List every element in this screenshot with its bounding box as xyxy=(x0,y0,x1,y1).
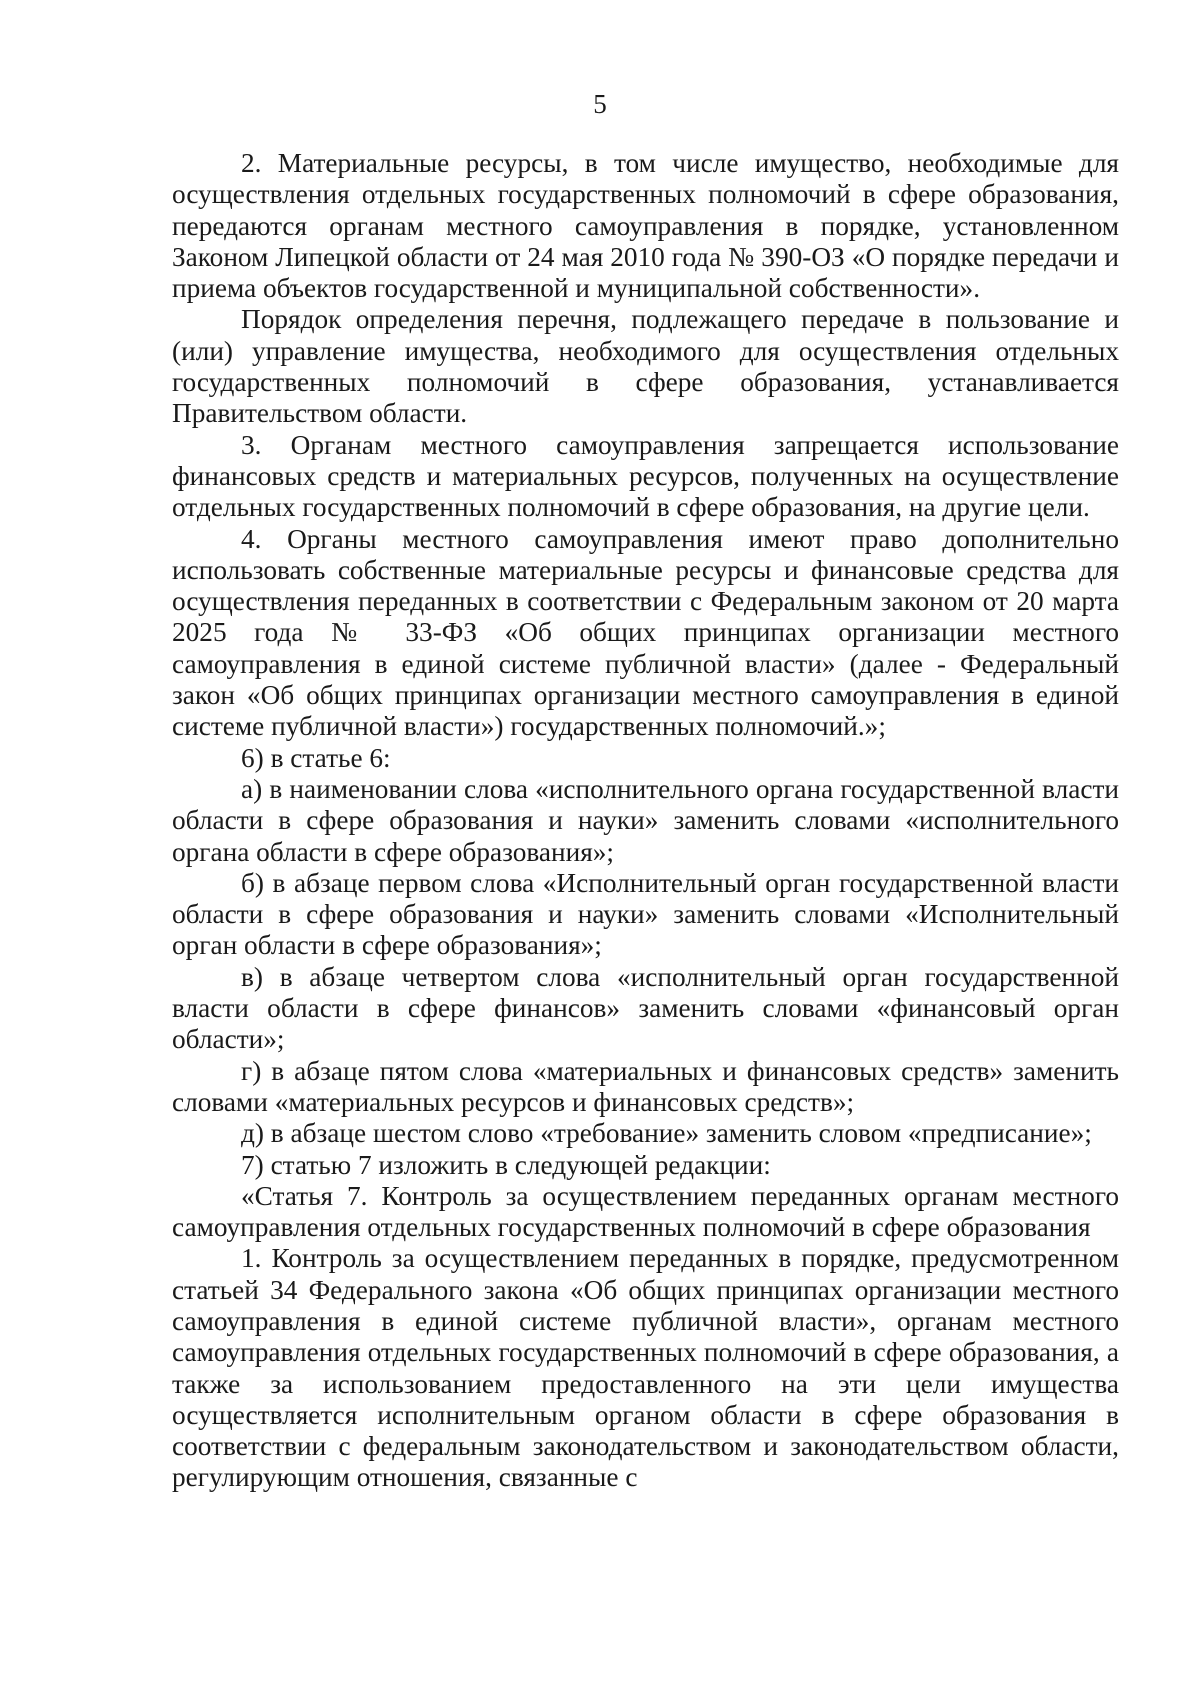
paragraph: 6) в статье 6: xyxy=(241,742,391,773)
paragraph: 2. Материальные ресурсы, в том числе имущество, необходимые для осуществления отдельных государственных полномочий в сфере образования, передаются органам местного самоуправления в порядке, установленном Законом Липецкой области от 24 мая 2010 года № 390-ОЗ «О порядке передачи и приема объектов государственной и муниципальной собственности». xyxy=(172,148,1119,304)
paragraph: 1. Контроль за осуществлением переданных в порядке, предусмотренном статьей 34 Федерального закона «Об общих принципах организации местного самоуправления в единой системе публичной власти», органам местного самоуправления отдельных государственных полномочий в сфере образования, а также за использованием предоставленного на эти цели имущества осуществляется исполнительным органом области в сфере образования в соответствии с федеральным законодательством и законодательством области, регулирующим отношения, связанные с xyxy=(172,1243,1119,1493)
paragraph: б) в абзаце первом слова «Исполнительный орган государственной власти области в сфере образования и науки» заменить словами «Исполнительный орган области в сфере образования»; xyxy=(172,867,1119,961)
document-body xyxy=(172,148,1119,1494)
paragraph: 4. Органы местного самоуправления имеют право дополнительно использовать собственные материальные ресурсы и финансовые средства для осуществления переданных в соответствии с Федеральным законом от 20 марта 2025 года № 33-ФЗ «Об общих принципах организации местного самоуправления в единой системе публичной власти» (далее - Федеральный закон «Об общих принципах организации местного самоуправления в единой системе публичной власти») государственных полномочий.»; xyxy=(172,523,1119,742)
page-number: 5 xyxy=(593,89,607,119)
paragraph: «Статья 7. Контроль за осуществлением переданных органам местного самоуправления отдельных государственных полномочий в сфере образования xyxy=(172,1180,1119,1243)
paragraph: а) в наименовании слова «исполнительного органа государственной власти области в сфере образования и науки» заменить словами «исполнительного органа области в сфере образования»; xyxy=(172,773,1119,867)
paragraph: 7) статью 7 изложить в следующей редакции: xyxy=(241,1149,771,1180)
paragraph: г) в абзаце пятом слова «материальных и финансовых средств» заменить словами «материальных ресурсов и финансовых средств»; xyxy=(172,1055,1119,1117)
paragraph: в) в абзаце четвертом слова «исполнительный орган государственной власти области в сфере финансов» заменить словами «финансовый орган области»; xyxy=(172,961,1119,1055)
paragraph: д) в абзаце шестом слово «требование» заменить словом «предписание»; xyxy=(241,1118,1092,1149)
paragraph: Порядок определения перечня, подлежащего передаче в пользование и (или) управление имущества, необходимого для осуществления отдельных государственных полномочий в сфере образования, устанавливается Правительством области. xyxy=(172,304,1119,429)
paragraph: 3. Органам местного самоуправления запрещается использование финансовых средств и материальных ресурсов, полученных на осуществление отдельных государственных полномочий в сфере образования, на другие цели. xyxy=(172,429,1119,523)
